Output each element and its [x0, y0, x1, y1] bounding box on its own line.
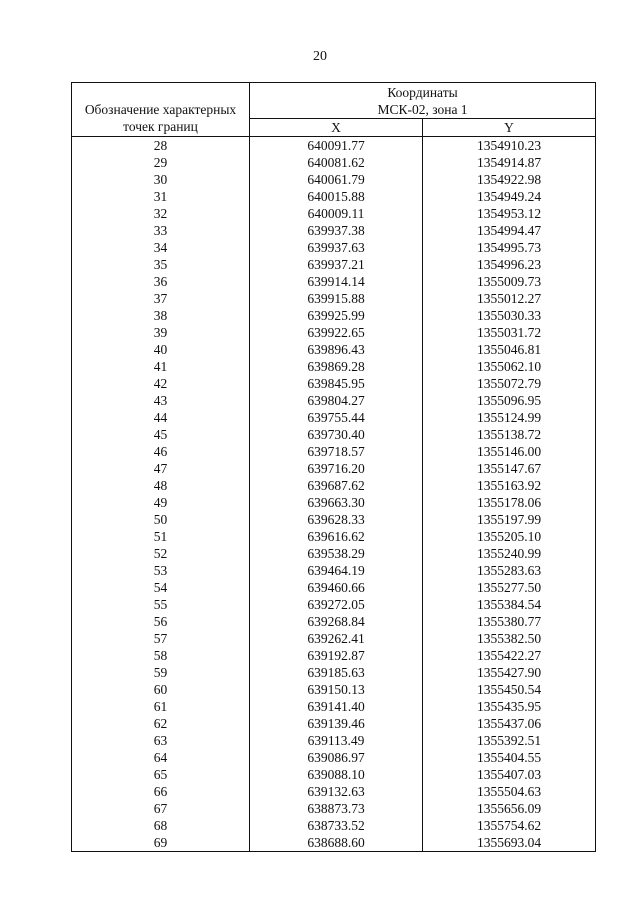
header-coordinate-system: МСК-02, зона 1 [377, 101, 468, 117]
y-coordinate-cell: 1355096.95 [423, 392, 596, 409]
y-coordinate-cell: 1355124.99 [423, 409, 596, 426]
point-id-cell: 58 [72, 647, 250, 664]
y-coordinate-cell: 1355031.72 [423, 324, 596, 341]
y-coordinate-cell: 1355693.04 [423, 834, 596, 852]
point-id-cell: 46 [72, 443, 250, 460]
point-id-cell: 57 [72, 630, 250, 647]
point-id-cell: 49 [72, 494, 250, 511]
x-coordinate-cell: 639845.95 [250, 375, 423, 392]
table-row [72, 171, 596, 188]
x-coordinate-cell: 640081.62 [250, 154, 423, 171]
y-coordinate-cell: 1355283.63 [423, 562, 596, 579]
point-id-cell: 35 [72, 256, 250, 273]
x-coordinate-cell: 639925.99 [250, 307, 423, 324]
point-id-cell: 43 [72, 392, 250, 409]
y-coordinate-cell: 1355656.09 [423, 800, 596, 817]
x-coordinate-cell: 639716.20 [250, 460, 423, 477]
point-id-cell: 31 [72, 188, 250, 205]
y-coordinate-cell: 1355450.54 [423, 681, 596, 698]
x-coordinate-cell: 639937.38 [250, 222, 423, 239]
table-row [72, 426, 596, 443]
table-row [72, 290, 596, 307]
x-coordinate-cell: 639922.65 [250, 324, 423, 341]
x-coordinate-cell: 640061.79 [250, 171, 423, 188]
table-row [72, 494, 596, 511]
x-coordinate-cell: 639268.84 [250, 613, 423, 630]
y-coordinate-cell: 1355197.99 [423, 511, 596, 528]
x-coordinate-cell: 639088.10 [250, 766, 423, 783]
point-id-cell: 28 [72, 137, 250, 155]
header-designation: Обозначение характерных точек границ [72, 83, 250, 137]
y-coordinate-cell: 1354914.87 [423, 154, 596, 171]
point-id-cell: 39 [72, 324, 250, 341]
y-coordinate-cell: 1355504.63 [423, 783, 596, 800]
point-id-cell: 53 [72, 562, 250, 579]
y-coordinate-cell: 1355146.00 [423, 443, 596, 460]
table-row [72, 205, 596, 222]
table-row [72, 460, 596, 477]
y-coordinate-cell: 1355437.06 [423, 715, 596, 732]
point-id-cell: 60 [72, 681, 250, 698]
point-id-cell: 55 [72, 596, 250, 613]
point-id-cell: 41 [72, 358, 250, 375]
table-row [72, 579, 596, 596]
x-coordinate-cell: 639663.30 [250, 494, 423, 511]
coordinates-table [71, 82, 596, 852]
point-id-cell: 50 [72, 511, 250, 528]
table-row [72, 630, 596, 647]
y-coordinate-cell: 1355380.77 [423, 613, 596, 630]
table-row [72, 664, 596, 681]
x-coordinate-cell: 639755.44 [250, 409, 423, 426]
table-row [72, 783, 596, 800]
x-coordinate-cell: 639730.40 [250, 426, 423, 443]
table-body [72, 137, 596, 852]
y-coordinate-cell: 1355422.27 [423, 647, 596, 664]
point-id-cell: 67 [72, 800, 250, 817]
table-row [72, 834, 596, 852]
y-coordinate-cell: 1355277.50 [423, 579, 596, 596]
table-row [72, 239, 596, 256]
x-coordinate-cell: 639262.41 [250, 630, 423, 647]
table-row [72, 477, 596, 494]
x-coordinate-cell: 639113.49 [250, 732, 423, 749]
x-coordinate-cell: 639139.46 [250, 715, 423, 732]
x-coordinate-cell: 639937.63 [250, 239, 423, 256]
table-row [72, 800, 596, 817]
point-id-cell: 36 [72, 273, 250, 290]
y-coordinate-cell: 1355138.72 [423, 426, 596, 443]
table-row [72, 647, 596, 664]
table-row [72, 273, 596, 290]
x-coordinate-cell: 639914.14 [250, 273, 423, 290]
table-row [72, 188, 596, 205]
y-coordinate-cell: 1355030.33 [423, 307, 596, 324]
table-row [72, 341, 596, 358]
table-row [72, 698, 596, 715]
point-id-cell: 65 [72, 766, 250, 783]
x-coordinate-cell: 639896.43 [250, 341, 423, 358]
table-row [72, 545, 596, 562]
header-coordinates [250, 83, 596, 119]
table-row [72, 443, 596, 460]
point-id-cell: 38 [72, 307, 250, 324]
table-row [72, 256, 596, 273]
table-row [72, 324, 596, 341]
y-coordinate-cell: 1355178.06 [423, 494, 596, 511]
y-coordinate-cell: 1355147.67 [423, 460, 596, 477]
x-coordinate-cell: 639718.57 [250, 443, 423, 460]
y-coordinate-cell: 1355392.51 [423, 732, 596, 749]
y-coordinate-cell: 1355072.79 [423, 375, 596, 392]
x-coordinate-cell: 639132.63 [250, 783, 423, 800]
x-coordinate-cell: 639628.33 [250, 511, 423, 528]
y-coordinate-cell: 1355062.10 [423, 358, 596, 375]
y-coordinate-cell: 1355754.62 [423, 817, 596, 834]
table-row [72, 613, 596, 630]
point-id-cell: 34 [72, 239, 250, 256]
table-row [72, 358, 596, 375]
table-row [72, 375, 596, 392]
x-coordinate-cell: 639804.27 [250, 392, 423, 409]
point-id-cell: 59 [72, 664, 250, 681]
point-id-cell: 61 [72, 698, 250, 715]
y-coordinate-cell: 1355012.27 [423, 290, 596, 307]
point-id-cell: 54 [72, 579, 250, 596]
point-id-cell: 42 [72, 375, 250, 392]
x-coordinate-cell: 639150.13 [250, 681, 423, 698]
point-id-cell: 47 [72, 460, 250, 477]
table-row [72, 817, 596, 834]
x-coordinate-cell: 640009.11 [250, 205, 423, 222]
x-coordinate-cell: 638873.73 [250, 800, 423, 817]
point-id-cell: 29 [72, 154, 250, 171]
y-coordinate-cell: 1355009.73 [423, 273, 596, 290]
x-coordinate-cell: 638688.60 [250, 834, 423, 852]
x-coordinate-cell: 640015.88 [250, 188, 423, 205]
point-id-cell: 37 [72, 290, 250, 307]
table-row [72, 511, 596, 528]
x-coordinate-cell: 640091.77 [250, 137, 423, 155]
point-id-cell: 69 [72, 834, 250, 852]
header-x: X [250, 119, 423, 137]
point-id-cell: 68 [72, 817, 250, 834]
table-row [72, 562, 596, 579]
y-coordinate-cell: 1355382.50 [423, 630, 596, 647]
y-coordinate-cell: 1355407.03 [423, 766, 596, 783]
point-id-cell: 48 [72, 477, 250, 494]
table-row [72, 307, 596, 324]
y-coordinate-cell: 1355046.81 [423, 341, 596, 358]
x-coordinate-cell: 639915.88 [250, 290, 423, 307]
x-coordinate-cell: 639538.29 [250, 545, 423, 562]
point-id-cell: 30 [72, 171, 250, 188]
x-coordinate-cell: 639460.66 [250, 579, 423, 596]
y-coordinate-cell: 1354995.73 [423, 239, 596, 256]
table-row [72, 766, 596, 783]
x-coordinate-cell: 638733.52 [250, 817, 423, 834]
y-coordinate-cell: 1355435.95 [423, 698, 596, 715]
point-id-cell: 56 [72, 613, 250, 630]
x-coordinate-cell: 639464.19 [250, 562, 423, 579]
page-number: 20 [313, 49, 327, 64]
table-row [72, 137, 596, 155]
header-coordinates-title: Координаты [387, 84, 458, 100]
header-y: Y [423, 119, 596, 137]
y-coordinate-cell: 1354949.24 [423, 188, 596, 205]
x-coordinate-cell: 639086.97 [250, 749, 423, 766]
point-id-cell: 62 [72, 715, 250, 732]
table-row [72, 749, 596, 766]
x-coordinate-cell: 639687.62 [250, 477, 423, 494]
y-coordinate-cell: 1354953.12 [423, 205, 596, 222]
y-coordinate-cell: 1354910.23 [423, 137, 596, 155]
y-coordinate-cell: 1354996.23 [423, 256, 596, 273]
x-coordinate-cell: 639272.05 [250, 596, 423, 613]
y-coordinate-cell: 1355404.55 [423, 749, 596, 766]
table-header [72, 83, 596, 137]
x-coordinate-cell: 639185.63 [250, 664, 423, 681]
point-id-cell: 63 [72, 732, 250, 749]
table-row [72, 528, 596, 545]
table-row [72, 392, 596, 409]
y-coordinate-cell: 1355163.92 [423, 477, 596, 494]
y-coordinate-cell: 1354994.47 [423, 222, 596, 239]
table-row [72, 732, 596, 749]
point-id-cell: 33 [72, 222, 250, 239]
point-id-cell: 51 [72, 528, 250, 545]
x-coordinate-cell: 639616.62 [250, 528, 423, 545]
point-id-cell: 40 [72, 341, 250, 358]
point-id-cell: 45 [72, 426, 250, 443]
y-coordinate-cell: 1354922.98 [423, 171, 596, 188]
x-coordinate-cell: 639141.40 [250, 698, 423, 715]
point-id-cell: 64 [72, 749, 250, 766]
table-row [72, 154, 596, 171]
table-row [72, 681, 596, 698]
point-id-cell: 32 [72, 205, 250, 222]
point-id-cell: 66 [72, 783, 250, 800]
point-id-cell: 52 [72, 545, 250, 562]
table-row [72, 596, 596, 613]
y-coordinate-cell: 1355240.99 [423, 545, 596, 562]
table-row [72, 409, 596, 426]
x-coordinate-cell: 639869.28 [250, 358, 423, 375]
y-coordinate-cell: 1355205.10 [423, 528, 596, 545]
x-coordinate-cell: 639937.21 [250, 256, 423, 273]
y-coordinate-cell: 1355427.90 [423, 664, 596, 681]
table-row [72, 715, 596, 732]
point-id-cell: 44 [72, 409, 250, 426]
x-coordinate-cell: 639192.87 [250, 647, 423, 664]
table-row [72, 222, 596, 239]
y-coordinate-cell: 1355384.54 [423, 596, 596, 613]
